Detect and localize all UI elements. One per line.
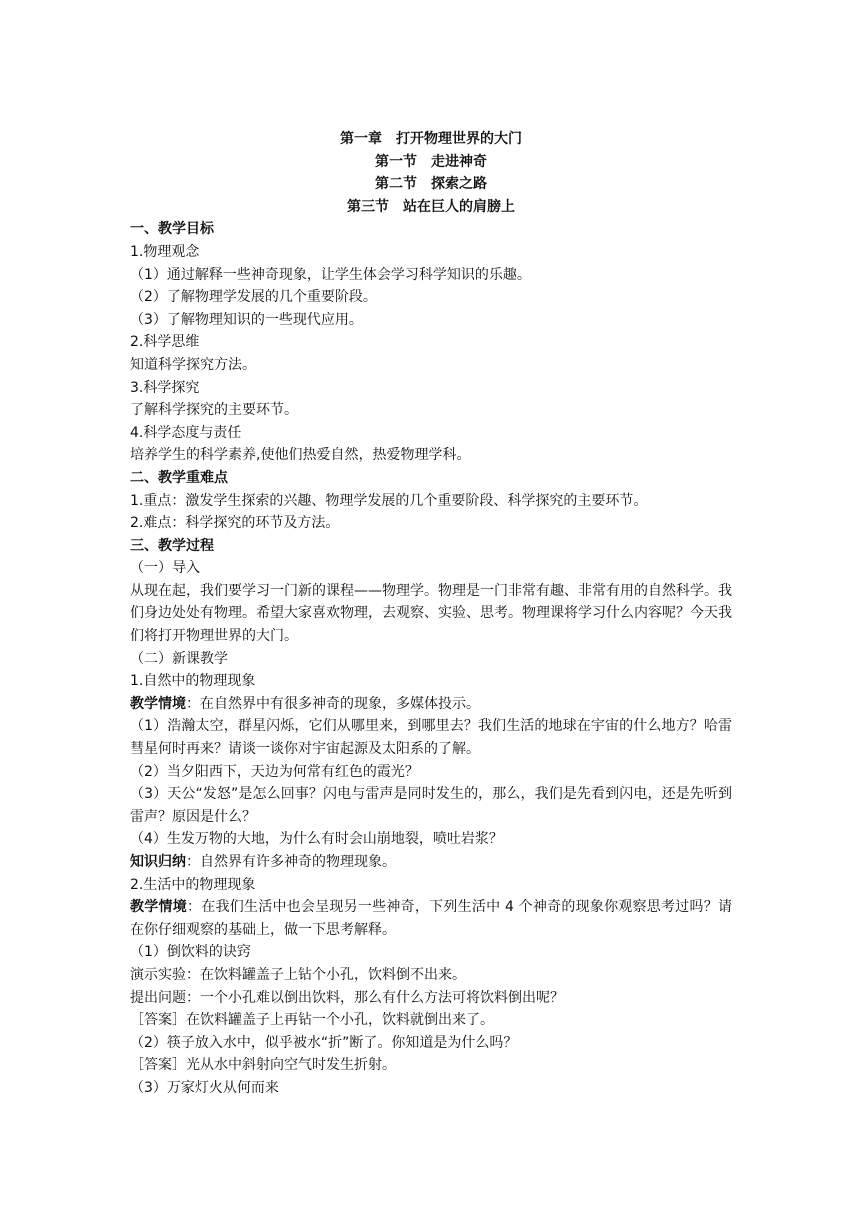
heading-teaching-objectives: 一、教学目标 [130, 221, 214, 238]
life-line: （1）倒饮料的诀窍 [130, 944, 251, 961]
nature-phenomena-title: 1.自然中的物理现象 [130, 673, 256, 690]
objective-title-physics-concept: 1.物理观念 [130, 243, 200, 260]
objective-title-attitude: 4.科学态度与责任 [130, 424, 242, 441]
objective-title-scientific-thinking: 2.科学思维 [130, 334, 200, 351]
section-title-2: 第二节 探索之路 [375, 176, 487, 193]
section-title-1: 第一节 走进神奇 [375, 153, 487, 170]
answer-line: ［答案］光从水中斜射向空气时发生折射。 [130, 1057, 396, 1074]
nature-item: （2）当夕阳西下，天边为何常有红色的霞光？ [130, 763, 419, 780]
situation-text: ：在我们生活中也会呈现另一些神奇，下列生活中 4 个神奇的现象你观察思考过吗？请在你仔细观察的基础上，做一下思考解释。 [130, 899, 733, 938]
summary-text: ：自然界有许多神奇的物理现象。 [186, 854, 396, 870]
situation-text: ：在自然界中有很多神奇的现象，多媒体投示。 [186, 695, 480, 712]
objective-text: 培养学生的科学素养,使他们热爱自然，热爱物理学科。 [130, 447, 471, 464]
objective-title-scientific-inquiry: 3.科学探究 [130, 379, 200, 396]
key-point-line: 1.重点：激发学生探索的兴趣、物理学发展的几个重要阶段、科学探究的主要环节。 [130, 492, 648, 509]
life-phenomena-title: 2.生活中的物理现象 [130, 876, 256, 893]
life-situation [130, 896, 732, 941]
life-line: 演示实验：在饮料罐盖子上钻个小孔，饮料倒不出来。 [130, 966, 466, 983]
chapter-title: 第一章 打开物理世界的大门 [340, 131, 522, 147]
nature-situation [130, 693, 732, 716]
objective-text: 知道科学探究方法。 [130, 356, 256, 373]
intro-title: （一）导入 [130, 560, 200, 577]
life-line: （3）万家灯火从何而来 [130, 1079, 279, 1096]
nature-item: （3）天公“发怒”是怎么回事？闪电与雷声是同时发生的，那么，我们是先看到闪电，还是先听到雷声？原因是什么？ [130, 786, 732, 825]
situation-label: 教学情境 [130, 695, 186, 712]
life-line: 提出问题：一个小孔难以倒出饮料，那么有什么方法可将饮料倒出呢？ [130, 989, 564, 1006]
difficult-point-line: 2.难点：科学探究的环节及方法。 [130, 515, 340, 532]
answer-line: ［答案］在饮料罐盖子上再钻一个小孔，饮料就倒出来了。 [130, 1012, 494, 1029]
section-title-3: 第三节 站在巨人的肩膀上 [347, 198, 515, 215]
document-body [130, 128, 732, 1100]
new-lesson-title: （二）新课教学 [130, 650, 228, 667]
heading-teaching-process: 三、教学过程 [130, 537, 214, 554]
heading-key-points: 二、教学重难点 [130, 469, 228, 486]
objective-item: （2）了解物理学发展的几个重要阶段。 [130, 289, 377, 306]
objective-item: （1）通过解释一些神奇现象，让学生体会学习科学知识的乐趣。 [130, 266, 531, 283]
nature-item: （1）浩瀚太空，群星闪烁，它们从哪里来，到哪里去？我们生活的地球在宇宙的什么地方？哈雷彗星何时再来？请谈一谈你对宇宙起源及太阳系的了解。 [130, 718, 732, 758]
nature-item: （4）生发万物的大地，为什么有时会山崩地裂，喷吐岩浆？ [130, 831, 503, 848]
situation-label: 教学情境 [130, 899, 187, 916]
nature-summary [130, 851, 732, 874]
objective-item: （3）了解物理知识的一些现代应用。 [130, 311, 363, 328]
objective-text: 了解科学探究的主要环节。 [130, 402, 298, 419]
life-line: （2）筷子放入水中，似乎被水“折”断了。你知道是为什么吗？ [130, 1034, 518, 1051]
summary-label: 知识归纳 [130, 854, 186, 870]
intro-paragraph: 从现在起，我们要学习一门新的课程——物理学。物理是一门非常有趣、非常有用的自然科学。我们身边处处有物理。希望大家喜欢物理，去观察、实验、思考。物理课将学习什么内容呢？今天我们将打开物理世界的大门。 [130, 582, 732, 645]
